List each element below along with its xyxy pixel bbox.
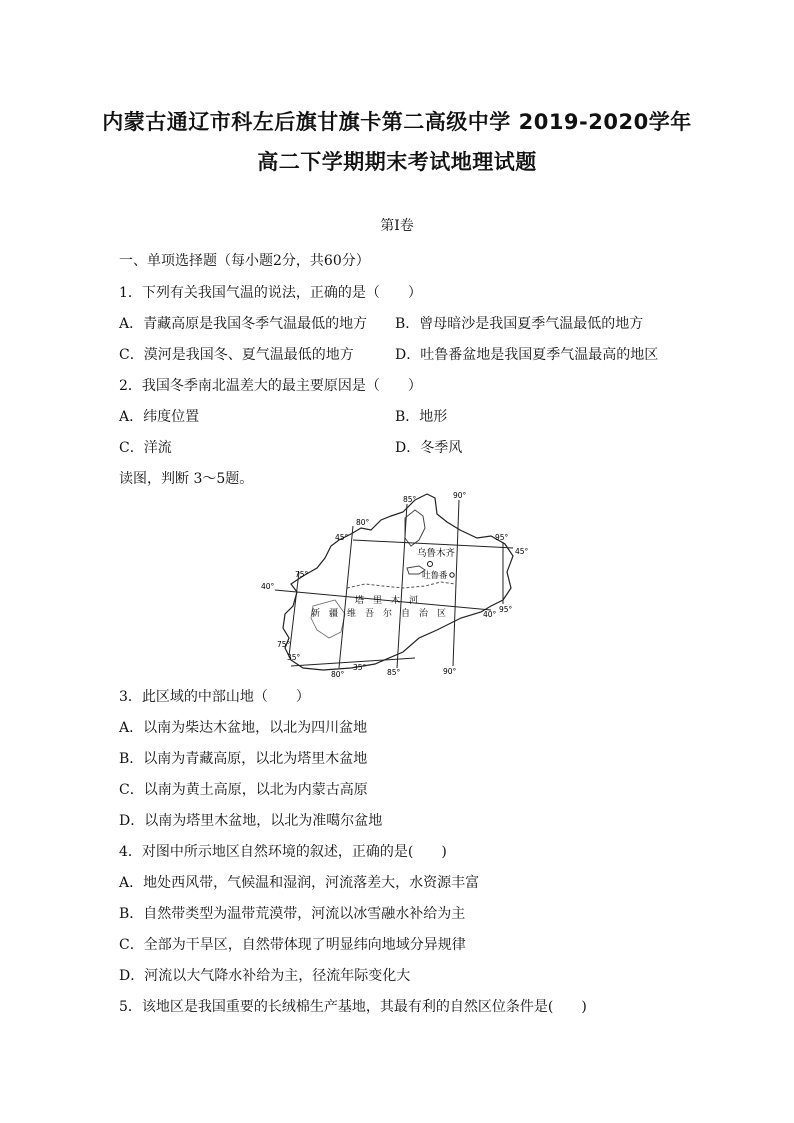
label-urumqi: 乌鲁木齐 <box>417 548 456 559</box>
q3-option-b: B．以南为青藏高原，以北为塔里木盆地 <box>119 751 368 767</box>
q4-stem: 4．对图中所示地区自然环境的叙述，正确的是( ) <box>119 844 447 860</box>
q4-option-d: D．河流以大气降水补给为主，径流年际变化大 <box>119 968 411 984</box>
label-lon85-bottom: 85° <box>387 668 401 677</box>
label-lat35-right: 35° <box>353 663 367 672</box>
q4-option-b: B．自然带类型为温带荒漠带，河流以冰雪融水补给为主 <box>119 906 466 922</box>
label-lat35-left: 35° <box>287 653 301 662</box>
label-lat45-right: 45° <box>515 547 529 556</box>
mountain-range <box>347 582 455 588</box>
label-lat40-right: 40° <box>483 610 497 619</box>
q3-option-c: C．以南为黄土高原，以北为内蒙古高原 <box>119 782 368 798</box>
label-lon75-bottom: 75° <box>277 640 291 649</box>
meridian-75 <box>289 572 299 656</box>
label-lon85-top: 85° <box>403 495 417 504</box>
q2-option-a: A．纬度位置 <box>119 409 200 425</box>
label-tarim-river: 塔 里 木 河 <box>355 596 419 606</box>
document-title-line2: 高二下学期期末考试地理试题 <box>257 150 537 174</box>
turpan-marker <box>450 573 454 577</box>
q3-stem: 3．此区域的中部山地（ ） <box>119 689 310 705</box>
urumqi-marker <box>428 562 433 567</box>
map-intro: 读图，判断 3～5题。 <box>119 471 254 487</box>
label-lon95: 95° <box>495 533 509 542</box>
q2-stem: 2．我国冬季南北温差大的最主要原因是（ ） <box>119 378 422 394</box>
q2-option-c: C．洋流 <box>119 440 172 456</box>
q2-option-d: D．冬季风 <box>395 440 463 456</box>
q4-option-a: A．地处西风带，气候温和湿润，河流落差大，水资源丰富 <box>119 875 480 891</box>
q1-option-c: C．漠河是我国冬、夏气温最低的地方 <box>119 347 354 363</box>
west-area <box>311 600 345 638</box>
meridian-85 <box>397 504 407 668</box>
q1-option-d: D．吐鲁番盆地是我国夏季气温最高的地区 <box>395 347 659 363</box>
label-turpan: 吐鲁番 <box>422 571 448 581</box>
meridian-90 <box>453 500 459 666</box>
label-xinjiang: 新 疆 维 吾 尔 自 治 区 <box>311 609 447 619</box>
q3-option-d: D．以南为塔里木盆地，以北为准噶尔盆地 <box>119 813 383 829</box>
label-lon80-top: 80° <box>356 518 370 527</box>
q2-option-b: B．地形 <box>395 409 448 425</box>
label-lat45-left: 45° <box>335 533 349 542</box>
q3-option-a: A．以南为柴达木盆地，以北为四川盆地 <box>119 720 368 736</box>
document-title-line1: 内蒙古通辽市科左后旗甘旗卡第二高级中学 2019-2020学年 <box>102 110 692 134</box>
junggar-area <box>405 510 425 546</box>
label-lon90-top: 90° <box>453 491 467 500</box>
label-lon80-bottom: 80° <box>331 670 345 679</box>
parallel-45 <box>353 540 513 548</box>
label-lat40-left: 40° <box>261 582 275 591</box>
q1-option-a: A．青藏高原是我国冬季气温最低的地方 <box>119 316 368 332</box>
section-heading: 第Ⅰ卷 <box>380 218 414 234</box>
label-lon90-bottom: 90° <box>443 667 457 676</box>
q1-stem: 1．下列有关我国气温的说法，正确的是（ ） <box>119 285 422 301</box>
label-lon75: 75° <box>295 570 309 579</box>
xinjiang-map <box>255 488 545 680</box>
q4-option-c: C．全部为干旱区，自然带体现了明显纬向地域分异规律 <box>119 937 466 953</box>
q5-stem: 5．该地区是我国重要的长绒棉生产基地，其最有利的自然区位条件是( ) <box>119 999 587 1015</box>
part-heading: 一、单项选择题（每小题2分，共60分） <box>119 253 370 269</box>
label-lat95-right: 95° <box>499 605 513 614</box>
q1-option-b: B．曾母暗沙是我国夏季气温最低的地方 <box>395 316 644 332</box>
